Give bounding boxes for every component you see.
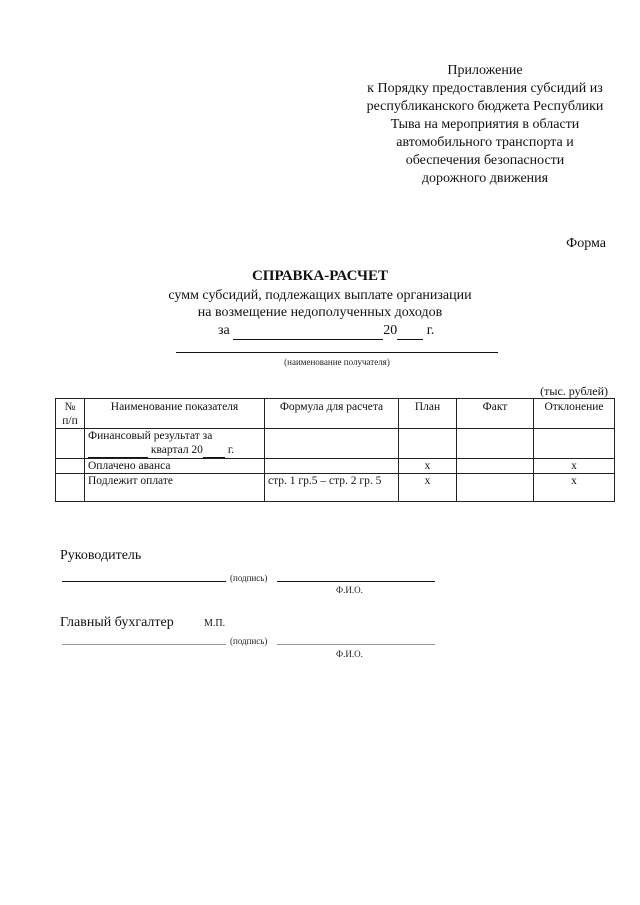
cell-deviation[interactable] bbox=[534, 429, 615, 459]
accountant-sign-line[interactable] bbox=[62, 644, 226, 645]
header-num: № п/п bbox=[56, 399, 85, 429]
cell-deviation: x bbox=[534, 474, 615, 502]
stamp-label: М.П. bbox=[204, 618, 226, 629]
cell-name: Оплачено аванса bbox=[85, 459, 265, 474]
cell-plan: x bbox=[399, 459, 457, 474]
annex-line: к Порядку предоставления субсидий из bbox=[367, 81, 603, 96]
quarter-text: квартал 20 bbox=[150, 444, 203, 456]
period-suffix: г. bbox=[426, 323, 435, 338]
header-formula: Формула для расчета bbox=[265, 399, 399, 429]
head-name-caption: Ф.И.О. bbox=[336, 585, 363, 595]
annex-line: обеспечения безопасности bbox=[405, 153, 565, 168]
cell-num[interactable] bbox=[56, 429, 85, 459]
table-row bbox=[56, 459, 615, 474]
year-blank[interactable] bbox=[397, 323, 423, 340]
quarter-year-blank[interactable] bbox=[203, 443, 225, 458]
annex-line: дорожного движения bbox=[421, 171, 549, 186]
cell-deviation: x bbox=[534, 459, 615, 474]
table-row bbox=[56, 474, 615, 502]
annex-block bbox=[340, 62, 630, 188]
cell-num[interactable] bbox=[56, 474, 85, 502]
header-name: Наименование показателя bbox=[85, 399, 265, 429]
quarter-suffix: г. bbox=[227, 444, 235, 456]
form-label: Форма bbox=[566, 236, 606, 251]
recipient-caption: (наименование получателя) bbox=[284, 357, 390, 367]
cell-fact[interactable] bbox=[457, 459, 534, 474]
period-prefix: за bbox=[218, 323, 230, 338]
cell-formula[interactable] bbox=[265, 459, 399, 474]
accountant-name-line[interactable] bbox=[277, 644, 435, 645]
annex-line: автомобильного транспорта и bbox=[396, 135, 574, 150]
cell-fact[interactable] bbox=[457, 429, 534, 459]
cell-name bbox=[85, 429, 265, 459]
cell-name-line2 bbox=[88, 443, 261, 458]
annex-line: республиканского бюджета Республики bbox=[366, 99, 604, 114]
cell-name-line1: Финансовый результат за bbox=[88, 430, 213, 442]
head-sign-line[interactable] bbox=[62, 581, 226, 582]
cell-formula[interactable] bbox=[265, 429, 399, 459]
cell-plan[interactable] bbox=[399, 429, 457, 459]
cell-formula: стр. 1 гр.5 – стр. 2 гр. 5 bbox=[265, 474, 399, 502]
head-sign-caption: (подпись) bbox=[230, 573, 268, 583]
document-title: СПРАВКА-РАСЧЕТ bbox=[251, 268, 389, 284]
annex-line: Приложение bbox=[447, 63, 523, 78]
recipient-line[interactable] bbox=[176, 352, 498, 353]
quarter-blank[interactable] bbox=[88, 443, 148, 458]
period-line bbox=[218, 323, 434, 340]
period-year: 20 bbox=[383, 323, 398, 338]
title-line-3: на возмещение недополученных доходов bbox=[197, 305, 443, 320]
accountant-name-caption: Ф.И.О. bbox=[336, 649, 363, 659]
cell-name: Подлежит оплате bbox=[85, 474, 265, 502]
period-blank[interactable] bbox=[233, 323, 383, 340]
table-row bbox=[56, 429, 615, 459]
accountant-role: Главный бухгалтер bbox=[60, 615, 174, 630]
table-header-row bbox=[56, 399, 615, 429]
title-line-2: сумм субсидий, подлежащих выплате организации bbox=[168, 288, 472, 303]
annex-line: Тыва на мероприятия в области bbox=[390, 117, 580, 132]
head-name-line[interactable] bbox=[277, 581, 435, 582]
head-role: Руководитель bbox=[60, 548, 142, 563]
cell-plan: x bbox=[399, 474, 457, 502]
units-label: (тыс. рублей) bbox=[540, 384, 608, 398]
calculation-table bbox=[55, 398, 615, 502]
cell-num[interactable] bbox=[56, 459, 85, 474]
cell-fact[interactable] bbox=[457, 474, 534, 502]
header-plan: План bbox=[399, 399, 457, 429]
accountant-sign-caption: (подпись) bbox=[230, 636, 268, 646]
header-fact: Факт bbox=[457, 399, 534, 429]
header-deviation: Отклонение bbox=[534, 399, 615, 429]
